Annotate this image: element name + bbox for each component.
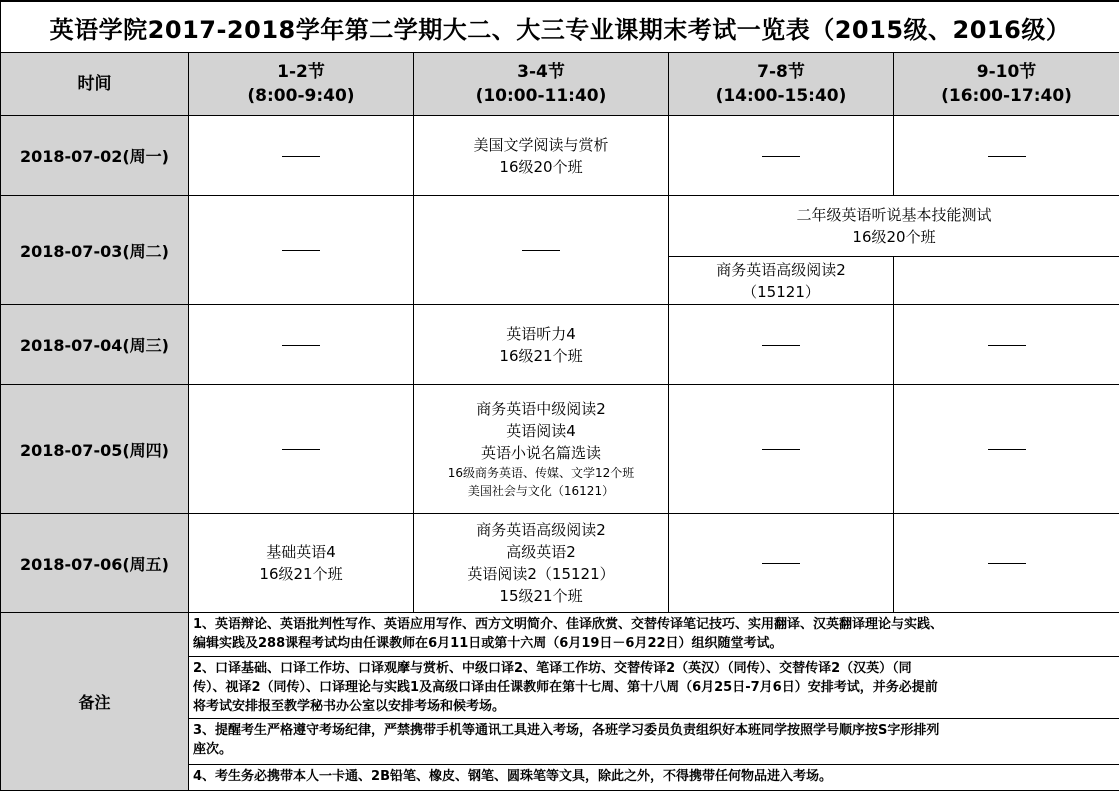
exam-cell [414, 385, 669, 514]
exam-cell [414, 116, 669, 196]
note-item-3 [189, 719, 1119, 765]
note-item-2 [189, 657, 1119, 719]
dash-mark [522, 250, 560, 251]
exam-cell-merged [669, 196, 1119, 257]
note-line: 传）、视译2（同传）、口译理论与实践1及高级口译由任课教师在第十七周、第十八周（6月25日-7月6日）安排考试，并务必提前 [193, 678, 1115, 697]
slot-4-period: 9-10节 [894, 60, 1119, 84]
empty-cell [894, 116, 1119, 196]
note-line: 将考试安排报至教学秘书办公室以安排考场和候考场。 [193, 697, 1115, 716]
note-item-1 [189, 613, 1119, 657]
empty-cell [189, 196, 414, 305]
dash-mark [988, 563, 1026, 564]
dash-mark [762, 563, 800, 564]
note-row [1, 613, 1119, 657]
exam-course: 英语阅读2（15121） [414, 563, 668, 585]
empty-cell [189, 305, 414, 385]
dash-mark [988, 156, 1026, 157]
slot-1-time: (8:00-9:40) [189, 84, 413, 108]
empty-cell [894, 305, 1119, 385]
exam-classes: 16级21个班 [414, 345, 668, 367]
exam-course: 二年级英语听说基本技能测试 [669, 204, 1119, 226]
empty-cell [669, 116, 894, 196]
exam-course: 商务英语高级阅读2 [414, 519, 668, 541]
empty-cell [414, 196, 669, 305]
note-line: 编辑实践及288课程考试均由任课教师在6月11日或第十六周（6月19日－6月22日）组织随堂考试。 [193, 634, 1115, 653]
exam-cell [414, 514, 669, 613]
exam-course: 英语听力4 [414, 323, 668, 345]
date-cell: 2018-07-02(周一) [1, 116, 189, 196]
dash-mark [762, 449, 800, 450]
header-slot-3 [669, 53, 894, 116]
slot-3-time: (14:00-15:40) [669, 84, 893, 108]
header-row [1, 53, 1119, 116]
exam-cell [414, 305, 669, 385]
exam-classes: （15121） [669, 281, 893, 303]
slot-2-period: 3-4节 [414, 60, 668, 84]
exam-course: 商务英语高级阅读2 [669, 259, 893, 281]
table-row [1, 196, 1119, 257]
exam-classes: 美国社会与文化（16121） [414, 482, 668, 500]
dash-mark [762, 156, 800, 157]
date-cell: 2018-07-03(周二) [1, 196, 189, 305]
exam-classes: 16级20个班 [414, 156, 668, 178]
empty-cell [894, 514, 1119, 613]
empty-cell [189, 385, 414, 514]
exam-course: 美国文学阅读与赏析 [414, 134, 668, 156]
dash-mark [282, 449, 320, 450]
dash-mark [282, 345, 320, 346]
table-row [1, 385, 1119, 514]
exam-course: 高级英语2 [414, 541, 668, 563]
dash-mark [988, 449, 1026, 450]
exam-course: 英语小说名篇选读 [414, 442, 668, 464]
empty-cell [669, 514, 894, 613]
exam-course: 英语阅读4 [414, 420, 668, 442]
date-cell: 2018-07-04(周三) [1, 305, 189, 385]
table-row [1, 514, 1119, 613]
dash-mark [282, 156, 320, 157]
slot-4-time: (16:00-17:40) [894, 84, 1119, 108]
header-slot-4 [894, 53, 1119, 116]
note-line: 4、考生务必携带本人一卡通、2B铅笔、橡皮、钢笔、圆珠笔等文具，除此之外，不得携带任何物品进入考场。 [193, 767, 1115, 786]
table-row [1, 305, 1119, 385]
exam-classes: 16级商务英语、传媒、文学12个班 [414, 464, 668, 482]
empty-cell [669, 385, 894, 514]
slot-2-time: (10:00-11:40) [414, 84, 668, 108]
note-line: 2、口译基础、口译工作坊、口译观摩与赏析、中级口译2、笔译工作坊、交替传译2（英汉）（同传）、交替传译2（汉英）（同 [193, 659, 1115, 678]
exam-classes: 16级21个班 [189, 563, 413, 585]
blank-cell [894, 257, 1119, 305]
note-item-4 [189, 765, 1119, 791]
dash-mark [762, 345, 800, 346]
date-cell: 2018-07-06(周五) [1, 514, 189, 613]
slot-3-period: 7-8节 [669, 60, 893, 84]
exam-cell [669, 257, 894, 305]
exam-course: 基础英语4 [189, 541, 413, 563]
dash-mark [988, 345, 1026, 346]
page-title: 英语学院2017-2018学年第二学期大二、大三专业课期末考试一览表（2015级、2016级） [1, 1, 1119, 53]
exam-cell [189, 514, 414, 613]
empty-cell [669, 305, 894, 385]
exam-classes: 15级21个班 [414, 585, 668, 607]
header-slot-1 [189, 53, 414, 116]
exam-classes: 16级20个班 [669, 226, 1119, 248]
exam-course: 商务英语中级阅读2 [414, 398, 668, 420]
empty-cell [894, 385, 1119, 514]
dash-mark [282, 250, 320, 251]
notes-label: 备注 [1, 613, 189, 791]
header-slot-2 [414, 53, 669, 116]
empty-cell [189, 116, 414, 196]
note-line: 座次。 [193, 740, 1115, 759]
table-row [1, 116, 1119, 196]
note-line: 1、英语辩论、英语批判性写作、英语应用写作、西方文明简介、佳译欣赏、交替传译笔记技巧、实用翻译、汉英翻译理论与实践、 [193, 615, 1115, 634]
note-line: 3、提醒考生严格遵守考场纪律，严禁携带手机等通讯工具进入考场，各班学习委员负责组织好本班同学按照学号顺序按S字形排列 [193, 721, 1115, 740]
date-cell: 2018-07-05(周四) [1, 385, 189, 514]
slot-1-period: 1-2节 [189, 60, 413, 84]
header-time: 时间 [1, 53, 189, 116]
